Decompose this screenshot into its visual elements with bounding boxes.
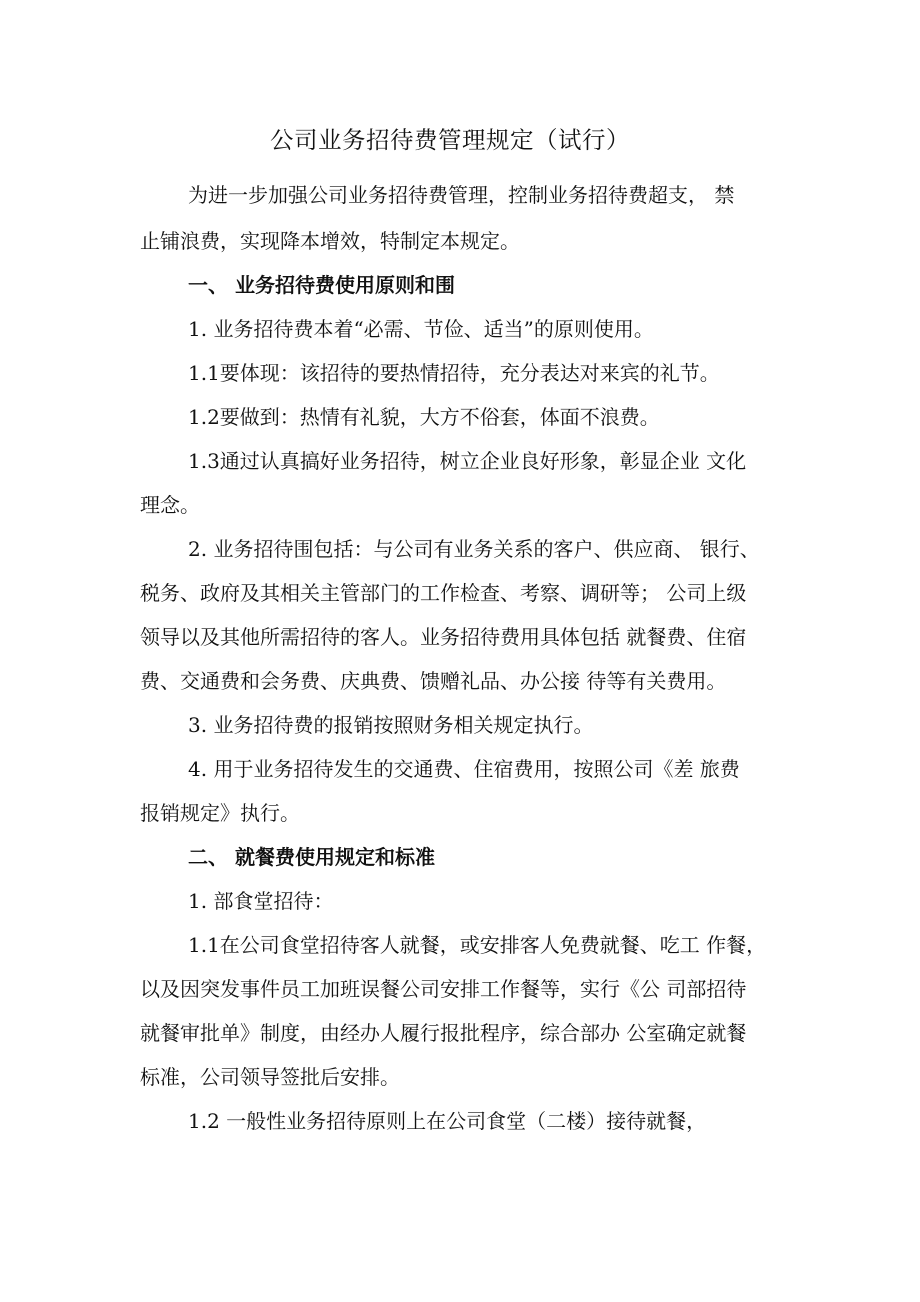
clause-1-3-line-2: 理念。 [140, 493, 200, 517]
clause-2-line-2: 税务、政府及其相关主管部门的工作检查、考察、调研等； 公司上级 [140, 581, 747, 605]
clause-1-2: 1.2要做到：热情有礼貌，大方不俗套，体面不浪费。 [188, 405, 660, 429]
clause-4-line-1: 4. 用于业务招待发生的交通费、住宿费用，按照公司《差 旅费 [188, 757, 740, 781]
subsection-1: 1. 部食堂招待： [188, 889, 334, 913]
clause-1-1: 1.1要体现：该招待的要热情招待，充分表达对来宾的礼节。 [188, 361, 720, 385]
section-heading-2: 二、 就餐费使用规定和标准 [188, 845, 435, 869]
clause-1-2-b: 1.2 一般性业务招待原则上在公司食堂（二楼）接待就餐， [188, 1109, 707, 1133]
clause-1: 1. 业务招待费本着“必需、节俭、适当”的原则使用。 [188, 317, 654, 341]
clause-1-3-line-1: 1.3通过认真搞好业务招待，树立企业良好形象，彰显企业 文化 [188, 449, 747, 473]
paragraph-line-intro-1: 为进一步加强公司业务招待费管理，控制业务招待费超支， 禁 [188, 183, 735, 207]
clause-1-1-b-line-4: 标准，公司领导签批后安排。 [140, 1065, 400, 1089]
paragraph-line-intro-2: 止铺浪费，实现降本增效，特制定本规定。 [140, 229, 520, 253]
clause-1-1-b-line-1: 1.1在公司食堂招待客人就餐，或安排客人免费就餐、吃工 作餐， [188, 933, 767, 957]
clause-2-line-1: 2. 业务招待围包括：与公司有业务关系的客户、供应商、 银行、 [188, 537, 760, 561]
document-title: 公司业务招待费管理规定（试行） [270, 126, 630, 154]
section-heading-1: 一、 业务招待费使用原则和围 [188, 273, 455, 297]
clause-1-1-b-line-3: 就餐审批单》制度，由经办人履行报批程序，综合部办 公室确定就餐 [140, 1021, 747, 1045]
clause-4-line-2: 报销规定》执行。 [140, 801, 300, 825]
clause-1-1-b-line-2: 以及因突发事件员工加班误餐公司安排工作餐等，实行《公 司部招待 [140, 977, 747, 1001]
clause-2-line-3: 领导以及其他所需招待的客人。业务招待费用具体包括 就餐费、住宿 [140, 625, 747, 649]
clause-3: 3. 业务招待费的报销按照财务相关规定执行。 [188, 713, 594, 737]
clause-2-line-4: 费、交通费和会务费、庆典费、馈赠礼品、办公接 待等有关费用。 [140, 669, 727, 693]
